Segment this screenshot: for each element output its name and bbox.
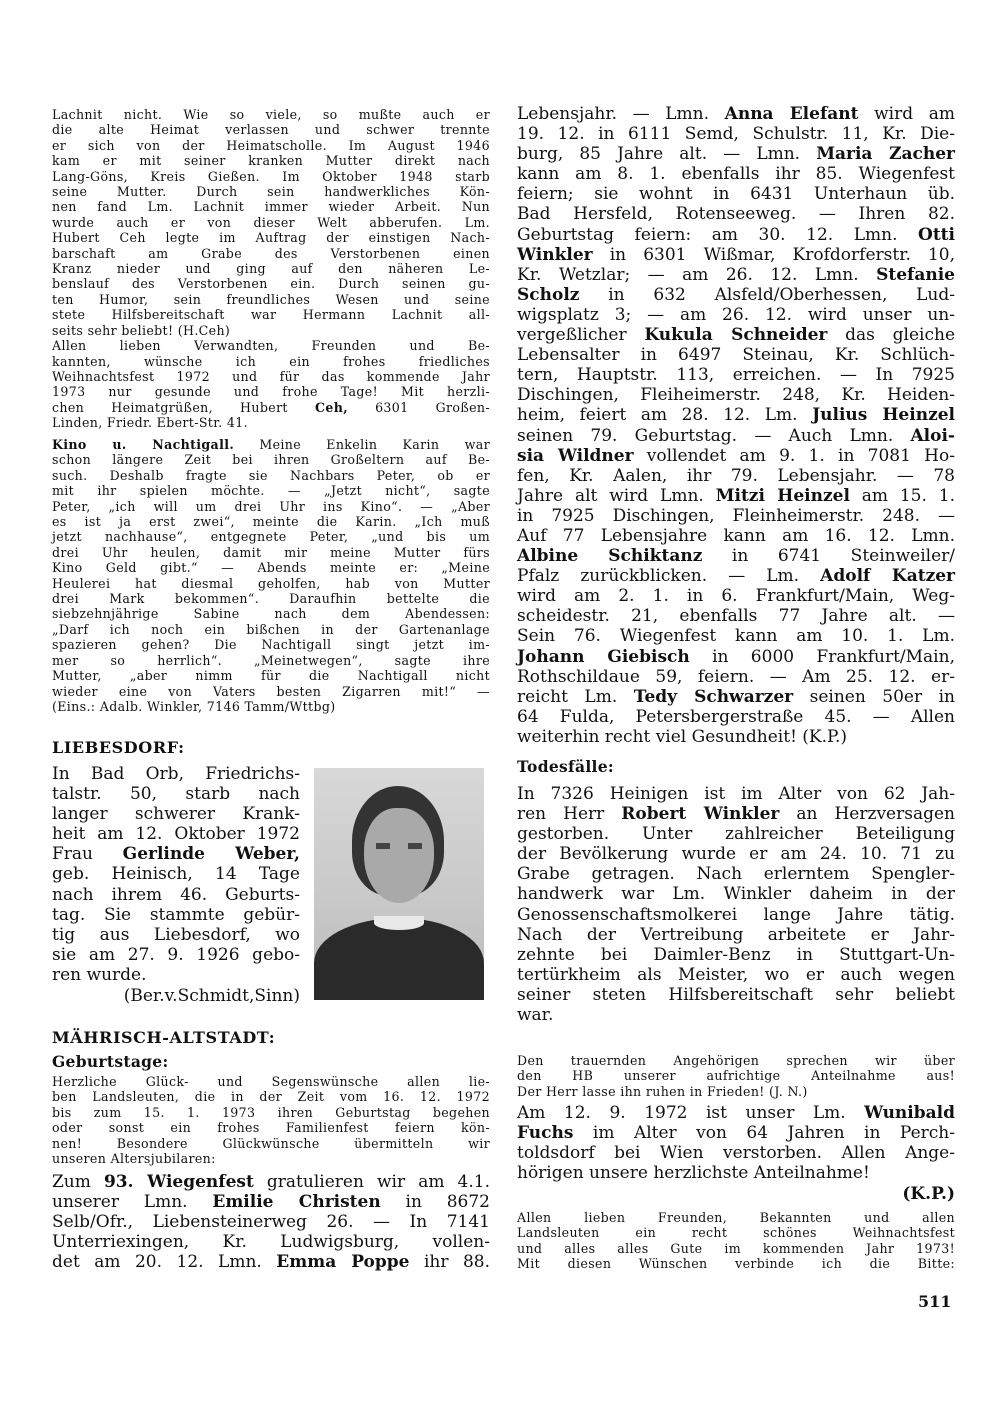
text-line: chen Heimatgrüßen, Hubert Ceh, 6301 Großen- [52,399,490,415]
text-line: Peter, „ich will um drei Uhr ins Kino“. — „Aber [52,498,490,514]
text-line: den HB unserer aufrichtige Anteilnahme aus! [517,1068,955,1084]
name-highlight: Anna Elefant [724,104,859,124]
text-line: sia Wildner vollendet am 9. 1. in 7081 Ho- [517,445,955,466]
text-line: bis zum 15. 1. 1973 ihren Geburtstag begehen [52,1104,490,1120]
text-line: talstr. 50, starb nach [52,784,300,805]
text-line: in 7925 Dischingen, Fleinheimerstr. 248. — [517,505,955,526]
liebesdorf-signature: (Ber.v.Schmidt,Sinn) [123,986,300,1006]
name-highlight: Mitzi Heinzel [715,485,850,506]
text-line: 1973 nur gesunde und frohe Tage! Mit herzli- [52,384,490,400]
text-line: Fuchs im Alter von 64 Jahren in Perch- [517,1123,955,1144]
subheading-todesfaelle: Todesfälle: [517,757,614,776]
text-line: sie am 27. 9. 1926 gebo- [52,944,300,965]
subheading-geburtstage: Geburtstage: [52,1052,169,1071]
text-line: Kranz nieder und ging auf den näheren Le- [52,261,490,277]
obituary-robert-winkler [517,784,955,1025]
text-line: wird am 2. 1. in 6. Frankfurt/Main, Weg- [517,586,955,607]
name-highlight: Johann Giebisch [517,646,690,667]
text-line: mer so herrlich“. „Meinetwegen“, sagte ihre [52,652,490,668]
lachnit-obituary-continued [52,107,490,431]
text-line: Genossenschaftsmolkerei lange Jahre tätig. [517,904,955,925]
liebesdorf-obituary [52,764,300,985]
text-line: Heulerei hat diesmal geholfen, hab von Mutter [52,575,490,591]
name-highlight: Emilie Christen [212,1192,381,1213]
text-line: reicht Lm. Tedy Schwarzer seinen 50er in [517,686,956,707]
text-line: Auf 77 Lebensjahre kann am 16. 12. Lmn. [517,525,955,546]
text-line: Lebensjahr. — Lmn. Anna Elefant wird am [517,104,955,124]
text-line: Lang-Göns, Kreis Gießen. Im Oktober 1948 starb [52,168,490,184]
text-line: feiern; sie wohnt in 6431 Unterhaun üb. [517,184,955,205]
obituary-wunibald-fuchs [517,1103,955,1183]
text-line: siebzehnjährige Sabine nach dem Abendessen: [52,606,490,622]
text-line: Albine Schiktanz in 6741 Steinweiler/ [517,546,956,567]
name-highlight: Emma Poppe [276,1252,410,1273]
text-line: tag. Sie stammte gebür- [52,904,300,925]
text-line: die alte Heimat verlassen und schwer trennte [52,122,490,138]
name-highlight: 93. Wiegenfest [103,1172,254,1192]
text-line: unseren Altersjubilaren: [52,1151,216,1167]
text-line: Scholz in 632 Alsfeld/Oberhessen, Lud- [517,284,955,305]
name-highlight: sia Wildner [517,445,634,466]
text-line: nen fand Lm. Lachnit immer wieder Arbeit. Nun [52,199,490,215]
text-line: seine Mutter. Durch sein handwerkliches Kön- [52,184,490,200]
name-highlight: Otti [918,224,955,245]
text-line: stete Hilfsbereitschaft war Hermann Lachnit all- [52,307,490,323]
text-line: Hubert Ceh legte im Auftrag der einstigen Nach- [52,230,490,246]
text-line: schon längere Zeit bei ihren Großeltern auf Be- [52,452,490,468]
name-highlight: Robert Winkler [621,804,780,825]
text-line: Selb/Ofr., Liebensteinerweg 26. — In 7141 [52,1212,490,1233]
text-line: und alles alles Gute im kommenden Jahr 1973! [517,1240,955,1256]
name-highlight: Kukula Schneider [644,325,828,346]
text-line: spazieren gehen? Die Nachtigall singt jetzt im- [52,637,490,653]
text-line: Kr. Wetzlar; — am 26. 12. Lmn. Stefanie [517,264,955,285]
christmas-greetings [517,1210,955,1272]
name-highlight: Winkler [517,244,593,265]
text-line: Den trauernden Angehörigen sprechen wir über [517,1053,955,1068]
portrait-photo-gerlinde-weber [314,768,484,1000]
text-line: ten Humor, sein freundliches Wesen und seine [52,291,490,307]
text-line: kannten, wünsche ich ein frohes friedliches [52,353,490,369]
text-line: Weihnachtsfest 1972 und für das kommende Jahr [52,368,490,384]
text-line: „Darf ich noch ein bißchen in der Gartenanlage [52,621,490,637]
text-line: Kino Geld gibt.“ — Abends meinte er: „Meine [52,560,490,576]
name-highlight: Adolf Katzer [820,566,955,587]
text-line: Lachnit nicht. Wie so viele, so mußte auch er [52,107,490,122]
text-line: tern, Hauptstr. 113, erreichen. — In 7925 [517,365,955,386]
fuchs-signature: (K.P.) [902,1184,955,1204]
fuchs-signature-wrap [517,1184,955,1204]
section-heading-maehrisch-altstadt: MÄHRISCH-ALTSTADT: [52,1028,276,1047]
text-line: seiner steten Hilfsbereitschaft sehr beliebt [517,984,955,1005]
text-line: Geburtstag feiern: am 30. 12. Lmn. Otti [517,224,955,245]
text-line: Sein 76. Wiegenfest kann am 10. 1. Lm. [517,626,955,647]
name-highlight: Fuchs [517,1123,574,1144]
text-line: Johann Giebisch in 6000 Frankfurt/Main, [517,646,955,667]
text-line: Nach der Vertreibung arbeitete er Jahr- [517,924,955,945]
text-line: seinen 79. Geburtstag. — Auch Lmn. Aloi- [517,425,955,446]
text-line: such. Deshalb fragte sie Nachbars Peter, ob er [52,467,490,483]
text-line: benslauf des Verstorbenen ein. Durch seinen gu- [52,276,490,292]
name-highlight: Gerlinde Weber, [122,844,300,865]
text-line: Lebensalter in 6497 Steinau, Kr. Schlüch- [517,345,955,366]
text-line: nach ihrem 46. Geburts- [52,884,300,905]
birthdays-list-continued [517,104,955,747]
text-line: burg, 85 Jahre alt. — Lmn. Maria Zacher [517,144,955,165]
text-line: tertürkheim als Meister, wo er auch wegen [517,964,955,985]
kino-nachtigall-anecdote [52,437,490,714]
text-line: Herzliche Glück- und Segenswünsche allen lie- [52,1074,490,1089]
text-line: weiterhin recht viel Gesundheit! (K.P.) [517,726,848,747]
name-highlight: Aloi- [910,425,955,446]
text-line: wigsplatz 3; — am 26. 12. wird unser un- [517,304,955,325]
text-line: In Bad Orb, Friedrichs- [52,764,300,784]
text-line: Linden, Friedr. Ebert-Str. 41. [52,415,248,431]
text-line: mit ihr spielen möchte. — „Jetzt nicht“, sagte [52,483,490,499]
text-line: zehnte bei Daimler-Benz in Stuttgart-Un- [517,944,955,965]
text-line: (Eins.: Adalb. Winkler, 7146 Tamm/Wttbg) [52,698,336,714]
text-line: jetzt nachhause“, entgegnete Peter, „und bis um [52,529,490,545]
text-line: fen, Kr. Aalen, ihr 79. Lebensjahr. — 78 [517,465,955,486]
name-highlight: Wunibald [864,1103,955,1123]
text-line: ben Landsleuten, die in der Zeit vom 16. 12. 1972 [52,1089,490,1105]
text-line: oder sonst ein frohes Familienfest feiern kön- [52,1120,490,1136]
liebesdorf-signature-wrap [52,986,300,1006]
text-line: war. [517,1005,554,1026]
text-line: heim, feiert am 28. 12. Lm. Julius Heinzel [517,405,955,426]
text-line: langer schwerer Krank- [52,804,300,825]
text-line: wurde auch er von dieser Welt abberufen. Lm. [52,214,490,230]
text-line: handwerk war Lm. Winkler daheim in der [517,884,955,905]
text-line: det am 20. 12. Lmn. Emma Poppe ihr 88. [52,1252,490,1273]
text-line: er sich von der Heimatscholle. Im August 1946 [52,137,490,153]
text-line: Frau Gerlinde Weber, [52,844,300,865]
text-line: Winkler in 6301 Wißmar, Krofdorferstr. 10, [517,244,955,265]
name-highlight: Maria Zacher [816,144,955,165]
text-line: In 7326 Heinigen ist im Alter von 62 Jah- [517,784,955,804]
name-highlight: Tedy Schwarzer [633,686,794,707]
text-line: Landsleuten ein recht schönes Weihnachtsfest [517,1225,955,1241]
birthdays-list-start [52,1172,490,1272]
text-line: Allen lieben Freunden, Bekannten und allen [517,1210,955,1225]
name-highlight: Albine Schiktanz [517,546,703,567]
birthdays-intro [52,1074,490,1166]
text-line: ren Herr Robert Winkler an Herzversagen [517,804,955,825]
text-line: Grabe getragen. Nach erlerntem Spengler- [517,864,955,885]
text-line: Unterriexingen, Kr. Ludwigsburg, vollen- [52,1232,490,1253]
text-line: toldsdorf bei Wien verstorben. Allen Ange- [517,1143,955,1164]
text-line: gestorben. Unter zahlreicher Beteiligung [517,824,955,845]
text-line: kann am 8. 1. ebenfalls ihr 85. Wiegenfest [517,164,955,185]
text-line: seits sehr beliebt! (H.Ceh) [52,322,231,338]
text-line: Bad Hersfeld, Rotenseeweg. — Ihren 82. [517,204,955,225]
text-line: Am 12. 9. 1972 ist unser Lm. Wunibald [517,1103,955,1123]
text-line: hörigen unsere herzlichste Anteilnahme! [517,1163,870,1184]
text-line: drei Mark bekommen“. Daraufhin bettelte die [52,591,490,607]
text-line: nen! Besondere Glückwünsche übermitteln wir [52,1135,490,1151]
text-line: barschaft am Grabe des Verstorbenen einen [52,245,490,261]
text-line: Der Herr lasse ihn ruhen in Frieden! (J. N.) [517,1083,808,1099]
text-line: ren wurde. [52,964,147,985]
name-highlight: Julius Heinzel [812,405,955,426]
text-line: Allen lieben Verwandten, Freunden und Be- [52,338,490,354]
text-line: Mit diesen Wünschen verbinde ich die Bitte: [517,1256,955,1272]
text-line: Jahre alt wird Lmn. Mitzi Heinzel am 15. 1. [517,485,955,506]
text-line: Zum 93. Wiegenfest gratulieren wir am 4.1. [52,1172,490,1192]
text-line: vergeßlicher Kukula Schneider das gleiche [517,325,955,346]
text-line: unserer Lmn. Emilie Christen in 8672 [52,1192,490,1213]
text-line: wieder eine von Vaters besten Zigarren mit!“ — [52,683,490,699]
text-line: Mutter, „aber nimm für die Nachtigall nicht [52,668,490,684]
text-line: Pfalz zurückblicken. — Lm. Adolf Katzer [517,566,955,587]
text-line: Rothschildaue 59, feiern. — Am 25. 12. er- [517,666,955,687]
text-line: tig aus Liebesdorf, wo [52,924,300,945]
text-line: 64 Fulda, Petersbergerstraße 45. — Allen [517,706,955,727]
section-heading-liebesdorf: LIEBESDORF: [52,738,185,757]
name-highlight: Stefanie [876,264,955,285]
text-line: Kino u. Nachtigall. Meine Enkelin Karin war [52,437,490,452]
text-line: geb. Heinisch, 14 Tage [52,864,300,885]
text-line: scheidestr. 21, ebenfalls 77 Jahre alt. — [517,606,955,627]
text-line: kam er mit seiner kranken Mutter direkt nach [52,153,490,169]
text-line: heit am 12. Oktober 1972 [52,824,300,845]
text-line: der Bevölkerung wurde er am 24. 10. 71 zu [517,844,955,865]
text-line: es ist ja erst zwei“, meinte die Karin. „Ich muß [52,514,490,530]
text-line: 19. 12. in 6111 Semd, Schulstr. 11, Kr. Die- [517,124,955,145]
name-highlight: Kino u. Nachtigall. [52,437,235,452]
name-highlight: Scholz [517,284,580,305]
page-number: 511 [918,1292,952,1311]
condolence-note [517,1053,955,1099]
text-line: drei Uhr heulen, damit mir meine Mutter fürs [52,544,490,560]
text-line: Dischingen, Fleiheimerstr. 248, Kr. Heiden- [517,385,955,406]
name-highlight: Ceh, [314,399,348,415]
